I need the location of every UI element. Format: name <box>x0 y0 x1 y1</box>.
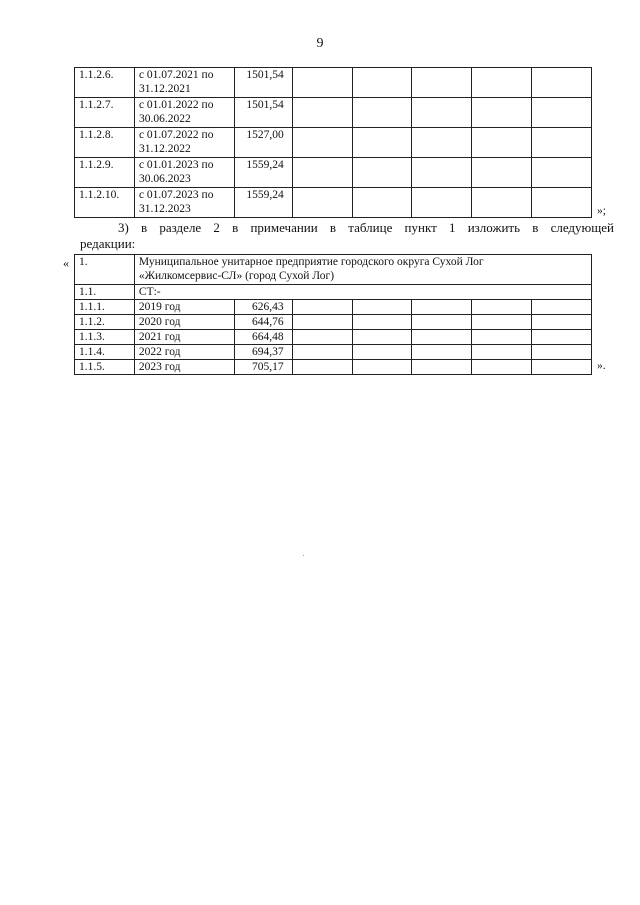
organization-name-line-1: Муниципальное унитарное предприятие городского округа Сухой Лог <box>138 256 484 268</box>
period-line-1: с 01.01.2022 по <box>138 99 214 111</box>
period <box>134 128 234 158</box>
table-row <box>75 315 592 330</box>
empty-cell <box>532 158 592 188</box>
table-row <box>75 98 592 128</box>
period <box>134 98 234 128</box>
empty-cell <box>412 300 472 315</box>
empty-cell <box>352 330 412 345</box>
organization-name <box>134 255 591 285</box>
period-line-2: 31.12.2021 <box>138 83 191 95</box>
year: 2023 год <box>134 360 234 375</box>
empty-cell <box>532 128 592 158</box>
period-line-1: с 01.07.2023 по <box>138 189 214 201</box>
empty-cell <box>352 98 412 128</box>
empty-cell <box>472 345 532 360</box>
period-line-2: 31.12.2022 <box>138 143 191 155</box>
empty-cell <box>472 98 532 128</box>
tariff-value: 664,48 <box>234 330 292 345</box>
empty-cell <box>472 68 532 98</box>
table-row <box>75 255 592 285</box>
empty-cell <box>532 300 592 315</box>
paragraph-line-2: редакции: <box>80 236 136 251</box>
tariff-value: 705,17 <box>234 360 292 375</box>
empty-cell <box>532 188 592 218</box>
row-code: 1.1.2.6. <box>75 68 135 98</box>
empty-cell <box>532 330 592 345</box>
empty-cell <box>352 128 412 158</box>
year: 2019 год <box>134 300 234 315</box>
table-row <box>75 345 592 360</box>
empty-cell <box>412 330 472 345</box>
empty-cell <box>292 360 352 375</box>
paragraph-line-1: 3) в разделе 2 в примечании в таблице пункт 1 изложить в следующей <box>118 220 614 235</box>
empty-cell <box>532 315 592 330</box>
empty-cell <box>472 360 532 375</box>
year: 2020 год <box>134 315 234 330</box>
empty-cell <box>412 188 472 218</box>
empty-cell <box>412 158 472 188</box>
tariff-type: СТ:- <box>134 285 591 300</box>
empty-cell <box>532 360 592 375</box>
period-line-1: с 01.07.2021 по <box>138 69 214 81</box>
empty-cell <box>292 330 352 345</box>
empty-cell <box>472 158 532 188</box>
empty-cell <box>532 98 592 128</box>
row-code: 1.1.2.9. <box>75 158 135 188</box>
tariff-value: 1559,24 <box>234 188 292 218</box>
period <box>134 188 234 218</box>
empty-cell <box>292 300 352 315</box>
period-line-1: с 01.01.2023 по <box>138 159 214 171</box>
empty-cell <box>292 128 352 158</box>
empty-cell <box>292 345 352 360</box>
row-code: 1. <box>75 255 135 285</box>
row-code: 1.1.2.10. <box>75 188 135 218</box>
empty-cell <box>412 345 472 360</box>
empty-cell <box>472 188 532 218</box>
empty-cell <box>352 188 412 218</box>
table-row <box>75 330 592 345</box>
empty-cell <box>412 360 472 375</box>
row-code: 1.1.2.8. <box>75 128 135 158</box>
tariff-value: 1559,24 <box>234 158 292 188</box>
row-code: 1.1.2. <box>75 315 135 330</box>
empty-cell <box>472 300 532 315</box>
row-code: 1.1.3. <box>75 330 135 345</box>
empty-cell <box>412 98 472 128</box>
table-row <box>75 285 592 300</box>
empty-cell <box>472 330 532 345</box>
empty-cell <box>352 158 412 188</box>
row-code: 1.1. <box>75 285 135 300</box>
scan-speck <box>303 555 304 556</box>
page-number: 9 <box>316 36 324 51</box>
table1-closing-quote: »; <box>597 205 606 217</box>
empty-cell <box>532 345 592 360</box>
row-code: 1.1.4. <box>75 345 135 360</box>
empty-cell <box>292 158 352 188</box>
year: 2022 год <box>134 345 234 360</box>
tariff-value: 694,37 <box>234 345 292 360</box>
tariff-value: 1501,54 <box>234 68 292 98</box>
table-row <box>75 158 592 188</box>
period-line-1: с 01.07.2022 по <box>138 129 214 141</box>
table-row <box>75 188 592 218</box>
period <box>134 68 234 98</box>
period-line-2: 30.06.2022 <box>138 113 191 125</box>
empty-cell <box>412 128 472 158</box>
empty-cell <box>292 188 352 218</box>
empty-cell <box>292 315 352 330</box>
tariff-value: 1501,54 <box>234 98 292 128</box>
row-code: 1.1.1. <box>75 300 135 315</box>
table-row <box>75 128 592 158</box>
empty-cell <box>352 315 412 330</box>
empty-cell <box>412 68 472 98</box>
empty-cell <box>352 300 412 315</box>
amendment-paragraph <box>80 220 614 252</box>
tariff-table-continued <box>74 67 592 218</box>
row-code: 1.1.5. <box>75 360 135 375</box>
table2-open-quote: « <box>63 256 69 270</box>
organization-name-line-2: «Жилкомсервис-СЛ» (город Сухой Лог) <box>138 270 335 282</box>
period-line-2: 30.06.2023 <box>138 173 191 185</box>
period <box>134 158 234 188</box>
tariff-value: 626,43 <box>234 300 292 315</box>
empty-cell <box>352 68 412 98</box>
empty-cell <box>292 68 352 98</box>
tariff-value: 644,76 <box>234 315 292 330</box>
empty-cell <box>352 360 412 375</box>
tariff-table-new <box>74 254 592 375</box>
period-line-2: 31.12.2023 <box>138 203 191 215</box>
table-row <box>75 68 592 98</box>
tariff-value: 1527,00 <box>234 128 292 158</box>
table-row <box>75 360 592 375</box>
table2-closing-quote: ». <box>597 360 606 372</box>
empty-cell <box>532 68 592 98</box>
empty-cell <box>412 315 472 330</box>
empty-cell <box>472 128 532 158</box>
table-row <box>75 300 592 315</box>
empty-cell <box>352 345 412 360</box>
empty-cell <box>292 98 352 128</box>
row-code: 1.1.2.7. <box>75 98 135 128</box>
year: 2021 год <box>134 330 234 345</box>
empty-cell <box>472 315 532 330</box>
